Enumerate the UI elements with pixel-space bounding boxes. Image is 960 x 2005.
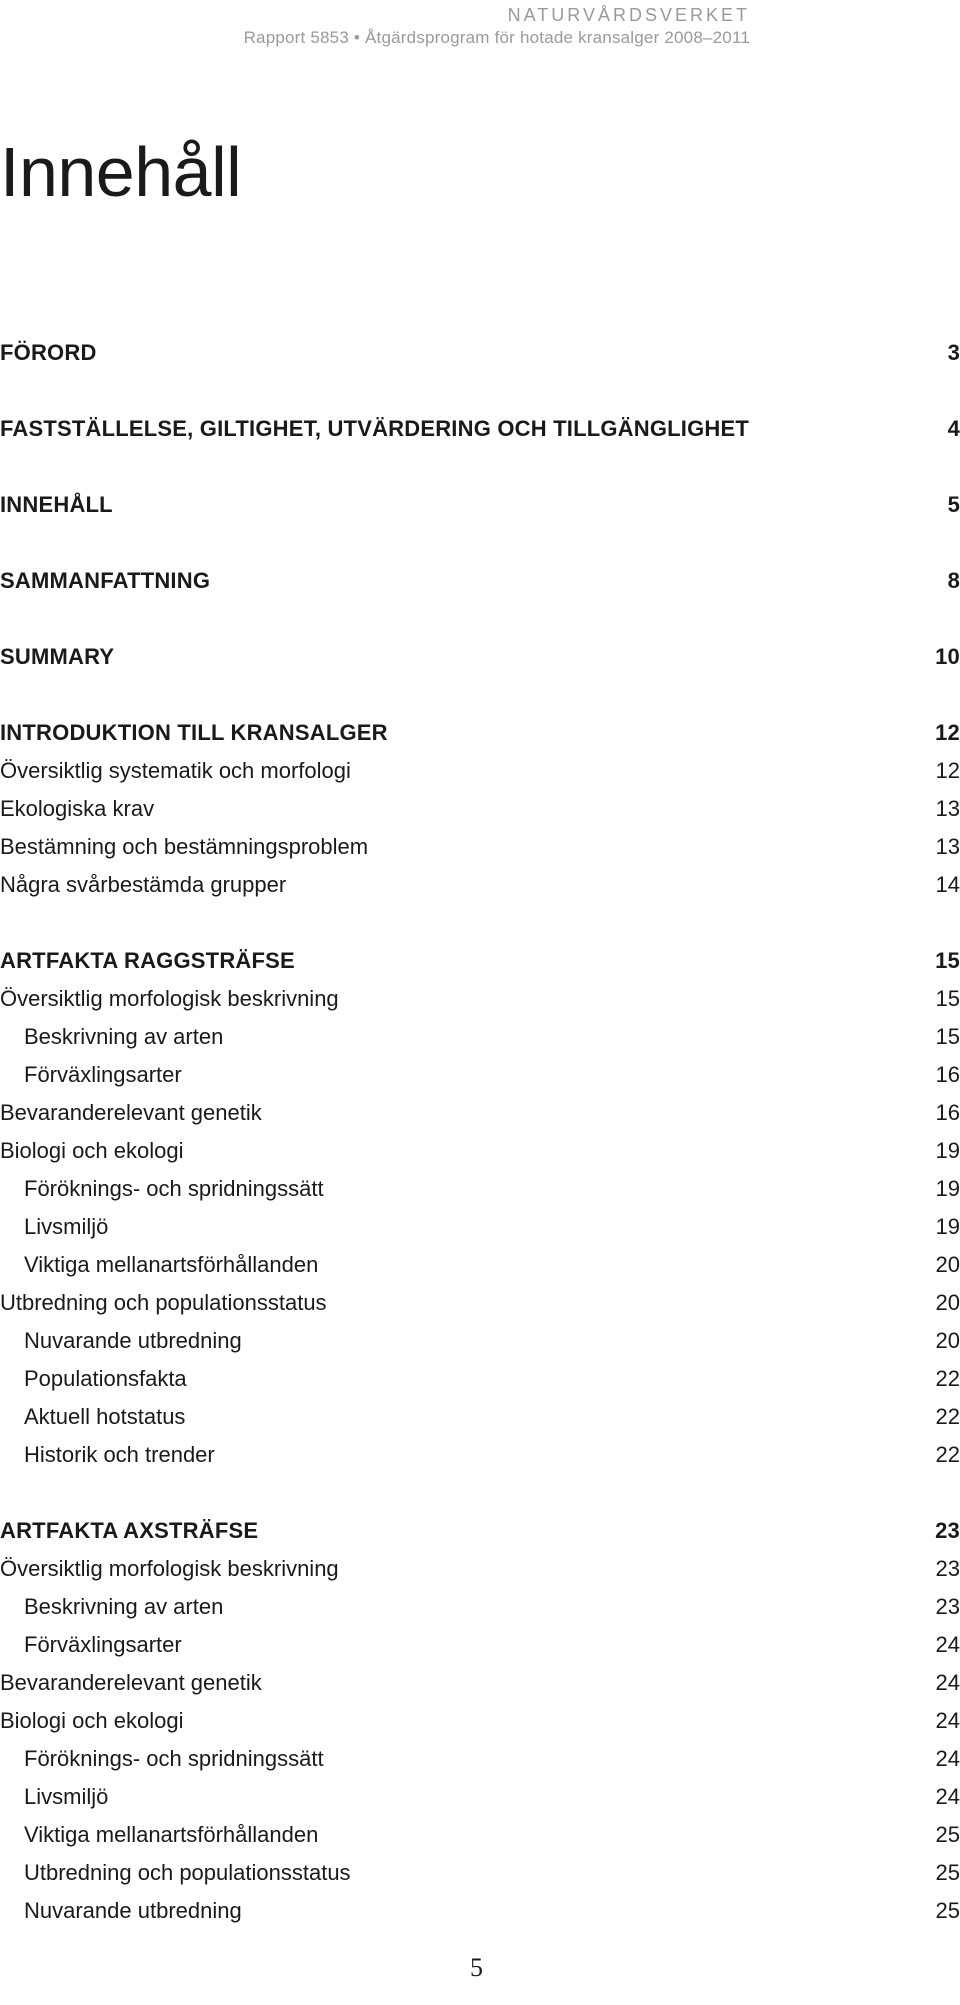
- toc-entry-page: 22: [935, 1366, 960, 1391]
- toc-chapter: [0, 638, 960, 676]
- toc-entry-page: 25: [935, 1860, 960, 1885]
- toc-entry-page: 3: [947, 340, 960, 365]
- toc-entry: [0, 1702, 960, 1740]
- toc-entry-label: Några svårbestämda grupper: [0, 872, 287, 897]
- toc-entry: [0, 1284, 960, 1322]
- toc-entry-label: SUMMARY: [0, 644, 115, 669]
- toc-entry-label: Populationsfakta: [24, 1366, 187, 1391]
- toc-entry-page: 25: [935, 1898, 960, 1923]
- toc-entry-page: 12: [935, 720, 960, 745]
- toc-entry-label: Biologi och ekologi: [0, 1708, 184, 1733]
- toc-entry-page: 22: [935, 1404, 960, 1429]
- toc-entry-page: 20: [935, 1328, 960, 1353]
- toc-entry-page: 24: [935, 1632, 960, 1657]
- toc-entry-page: 10: [935, 644, 960, 669]
- toc-entry-label: Föröknings- och spridningssätt: [24, 1176, 324, 1201]
- toc-entry-page: 23: [935, 1556, 960, 1581]
- toc-entry-label: Ekologiska krav: [0, 796, 155, 821]
- toc-entry: [0, 1170, 960, 1208]
- toc-entry-page: 24: [935, 1746, 960, 1771]
- toc-entry-page: 20: [935, 1252, 960, 1277]
- toc-entry-page: 5: [947, 492, 960, 517]
- toc-entry-label: SAMMANFATTNING: [0, 568, 211, 593]
- toc-entry-page: 13: [935, 834, 960, 859]
- toc-entry-label: Utbredning och populationsstatus: [0, 1290, 327, 1315]
- running-header: [244, 4, 750, 50]
- toc-entry: [0, 1854, 960, 1892]
- toc-entry-page: 24: [935, 1784, 960, 1809]
- toc-entry: [0, 1740, 960, 1778]
- publisher-name: NATURVÅRDSVERKET: [507, 5, 750, 25]
- report-title: Rapport 5853 • Åtgärdsprogram för hotade kransalger 2008–2011: [243, 28, 750, 47]
- toc-chapter: [0, 486, 960, 524]
- toc-entry: [0, 828, 960, 866]
- toc-entry: [0, 752, 960, 790]
- toc-entry-label: Bevaranderelevant genetik: [0, 1670, 262, 1695]
- toc-chapter: [0, 410, 960, 448]
- toc-entry-label: Översiktlig morfologisk beskrivning: [0, 1556, 339, 1581]
- toc-entry-label: Livsmiljö: [24, 1214, 109, 1239]
- toc-entry-label: Bevaranderelevant genetik: [0, 1100, 262, 1125]
- page-number: 5: [470, 1953, 483, 1982]
- toc-entry-label: Förväxlingsarter: [24, 1632, 182, 1657]
- toc-chapter: [0, 334, 960, 372]
- toc-entry-label: Livsmiljö: [24, 1784, 109, 1809]
- toc-entry-label: Viktiga mellanartsförhållanden: [24, 1822, 319, 1847]
- toc-entry-page: 25: [935, 1822, 960, 1847]
- toc-entry: [0, 1056, 960, 1094]
- toc-entry-label: Översiktlig systematik och morfologi: [0, 758, 351, 783]
- toc-chapter: [0, 562, 960, 600]
- toc-chapter: [0, 942, 960, 980]
- toc-entry-label: Historik och trender: [24, 1442, 215, 1467]
- toc-entry-label: FÖRORD: [0, 340, 97, 365]
- toc-entry-label: INTRODUKTION TILL KRANSALGER: [0, 720, 388, 745]
- toc-entry-page: 19: [935, 1214, 960, 1239]
- toc-entry-label: ARTFAKTA AXSTRÄFSE: [0, 1518, 259, 1543]
- toc-entry-page: 16: [935, 1100, 960, 1125]
- toc-entry-label: Översiktlig morfologisk beskrivning: [0, 986, 339, 1011]
- toc-entry: [0, 1360, 960, 1398]
- toc-entry-page: 16: [935, 1062, 960, 1087]
- toc-entry-label: Aktuell hotstatus: [24, 1404, 186, 1429]
- toc-entry-label: Nuvarande utbredning: [24, 1328, 242, 1353]
- toc-entry-label: Nuvarande utbredning: [24, 1898, 242, 1923]
- toc-entry-label: Bestämning och bestämningsproblem: [0, 834, 369, 859]
- toc-entry-page: 13: [935, 796, 960, 821]
- toc-entry-page: 15: [935, 1024, 960, 1049]
- toc-entry-label: ARTFAKTA RAGGSTRÄFSE: [0, 948, 295, 973]
- table-of-contents: [0, 334, 960, 1930]
- toc-entry-label: INNEHÅLL: [0, 492, 113, 517]
- toc-entry-label: Förväxlingsarter: [24, 1062, 182, 1087]
- toc-entry-label: FASTSTÄLLELSE, GILTIGHET, UTVÄRDERING OCH TILLGÄNGLIGHET: [0, 416, 750, 441]
- toc-entry: [0, 1436, 960, 1474]
- toc-entry-page: 23: [935, 1594, 960, 1619]
- toc-entry-page: 15: [935, 948, 960, 973]
- toc-entry: [0, 1094, 960, 1132]
- toc-entry: [0, 1132, 960, 1170]
- toc-entry: [0, 980, 960, 1018]
- toc-entry: [0, 1626, 960, 1664]
- toc-entry-page: 8: [947, 568, 960, 593]
- toc-chapter: [0, 714, 960, 752]
- toc-entry-page: 24: [935, 1708, 960, 1733]
- toc-entry: [0, 1322, 960, 1360]
- toc-entry-page: 20: [935, 1290, 960, 1315]
- toc-entry-label: Beskrivning av arten: [24, 1594, 224, 1619]
- toc-entry-label: Viktiga mellanartsförhållanden: [24, 1252, 319, 1277]
- toc-entry-page: 22: [935, 1442, 960, 1467]
- toc-entry: [0, 1550, 960, 1588]
- toc-entry: [0, 866, 960, 904]
- toc-entry: [0, 1892, 960, 1930]
- toc-entry: [0, 1018, 960, 1056]
- toc-entry-label: Biologi och ekologi: [0, 1138, 184, 1163]
- toc-entry: [0, 1398, 960, 1436]
- toc-entry-label: Föröknings- och spridningssätt: [24, 1746, 324, 1771]
- toc-entry: [0, 1664, 960, 1702]
- toc-chapter: [0, 1512, 960, 1550]
- toc-entry-page: 19: [935, 1176, 960, 1201]
- toc-entry: [0, 1588, 960, 1626]
- page-title: Innehåll: [0, 133, 242, 211]
- toc-entry-page: 24: [935, 1670, 960, 1695]
- toc-entry-label: Utbredning och populationsstatus: [24, 1860, 351, 1885]
- toc-entry-label: Beskrivning av arten: [24, 1024, 224, 1049]
- toc-entry-page: 15: [935, 986, 960, 1011]
- toc-entry: [0, 1816, 960, 1854]
- toc-entry: [0, 1778, 960, 1816]
- toc-entry-page: 12: [935, 758, 960, 783]
- toc-entry-page: 19: [935, 1138, 960, 1163]
- toc-entry-page: 23: [935, 1518, 960, 1543]
- toc-entry-page: 14: [935, 872, 960, 897]
- toc-entry: [0, 1208, 960, 1246]
- toc-entry: [0, 790, 960, 828]
- toc-entry-page: 4: [947, 416, 960, 441]
- toc-entry: [0, 1246, 960, 1284]
